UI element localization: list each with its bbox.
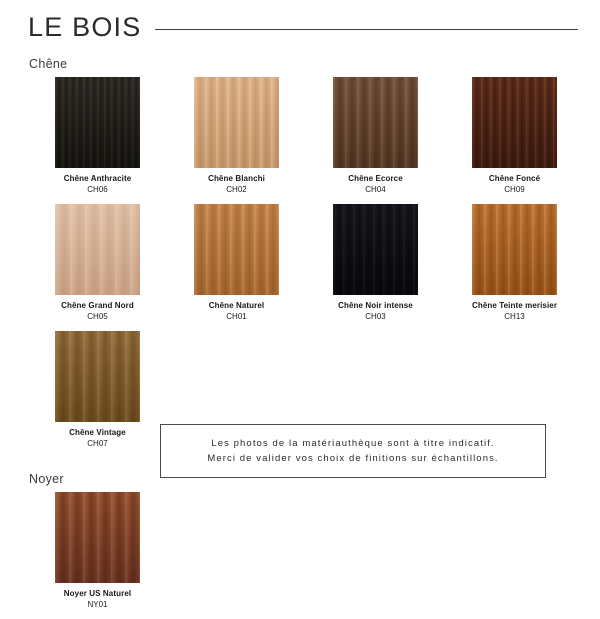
swatch-color-chip bbox=[194, 77, 279, 168]
swatch-code: CH07 bbox=[87, 439, 108, 448]
swatch-name: Noyer US Naturel bbox=[63, 589, 132, 598]
swatch-name: Chêne Ecorce bbox=[348, 174, 403, 183]
disclaimer-line-1: Les photos de la matériauthèque sont à titre indicatif. bbox=[211, 438, 495, 449]
disclaimer-note bbox=[160, 424, 546, 478]
swatch-code: CH13 bbox=[504, 312, 525, 321]
swatch-code: CH03 bbox=[365, 312, 386, 321]
swatch-item[interactable] bbox=[445, 204, 584, 321]
section-noyer bbox=[0, 472, 600, 619]
swatch-color-chip bbox=[55, 77, 140, 168]
swatch-item[interactable] bbox=[28, 492, 167, 609]
section-chene bbox=[0, 57, 600, 458]
swatch-name: Chêne Teinte merisier bbox=[471, 301, 558, 310]
swatch-item[interactable] bbox=[306, 77, 445, 194]
swatch-color-chip bbox=[55, 204, 140, 295]
swatch-name: Chêne Naturel bbox=[208, 301, 265, 310]
page-title: LE BOIS bbox=[28, 12, 142, 42]
swatch-item[interactable] bbox=[167, 77, 306, 194]
swatch-code: NY01 bbox=[87, 600, 108, 609]
swatch-color-chip bbox=[55, 331, 140, 422]
swatch-grid-chene bbox=[28, 77, 600, 458]
swatch-name: Chêne Anthracite bbox=[63, 174, 132, 183]
section-label-chene: Chêne bbox=[29, 57, 68, 71]
title-divider bbox=[155, 29, 578, 30]
swatch-code: CH05 bbox=[87, 312, 108, 321]
swatch-code: CH06 bbox=[87, 185, 108, 194]
swatch-item[interactable] bbox=[28, 77, 167, 194]
swatch-item[interactable] bbox=[306, 204, 445, 321]
swatch-item[interactable] bbox=[28, 204, 167, 321]
swatch-name: Chêne Noir intense bbox=[338, 301, 413, 310]
swatch-code: CH01 bbox=[226, 312, 247, 321]
swatch-name: Chêne Grand Nord bbox=[61, 301, 134, 310]
page-title-row bbox=[0, 0, 600, 43]
swatch-color-chip bbox=[55, 492, 140, 583]
swatch-color-chip bbox=[472, 77, 557, 168]
swatch-color-chip bbox=[472, 204, 557, 295]
swatch-color-chip bbox=[333, 77, 418, 168]
swatch-code: CH04 bbox=[365, 185, 386, 194]
section-label-noyer: Noyer bbox=[29, 472, 64, 486]
swatch-name: Chêne Vintage bbox=[69, 428, 126, 437]
swatch-name: Chêne Blanchi bbox=[208, 174, 265, 183]
swatch-item[interactable] bbox=[28, 331, 167, 448]
swatch-name: Chêne Foncé bbox=[488, 174, 541, 183]
disclaimer-line-2: Merci de valider vos choix de finitions sur échantillons. bbox=[207, 453, 499, 464]
swatch-color-chip bbox=[194, 204, 279, 295]
swatch-item[interactable] bbox=[445, 77, 584, 194]
swatch-item[interactable] bbox=[167, 204, 306, 321]
swatch-code: CH02 bbox=[226, 185, 247, 194]
swatch-code: CH09 bbox=[504, 185, 525, 194]
swatch-color-chip bbox=[333, 204, 418, 295]
